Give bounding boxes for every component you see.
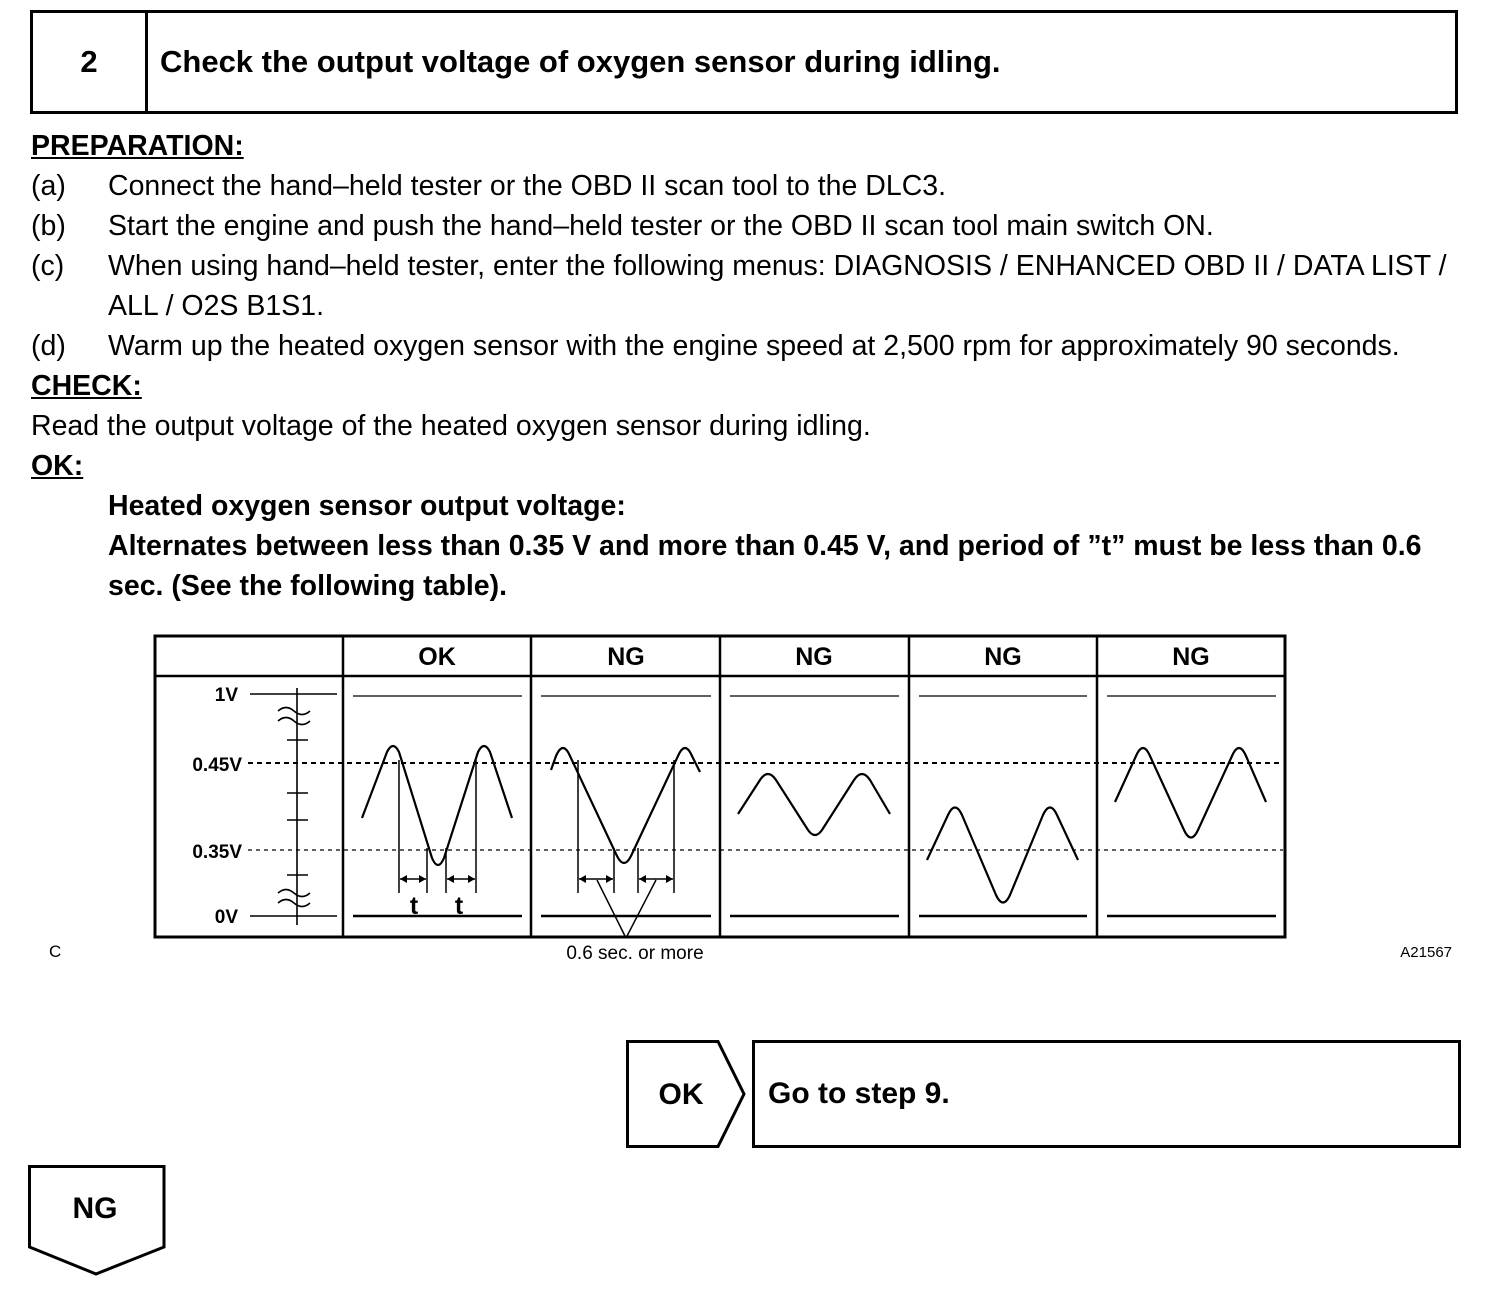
check-text: Read the output voltage of the heated oxygen sensor during idling. (31, 410, 871, 442)
threshold-lines (248, 763, 1283, 850)
item-text: Start the engine and push the hand–held tester or the OBD II scan tool main switch ON. (108, 210, 1214, 242)
step-number: 2 (33, 13, 148, 111)
y-label-0v: 0V (214, 907, 238, 928)
column-header-ok: OK (418, 643, 456, 671)
preparation-heading: PREPARATION: (31, 130, 244, 162)
period-markers-ng (578, 760, 674, 938)
waveform-ok (362, 746, 512, 865)
y-label-045v: 0.45V (192, 755, 242, 776)
period-markers-ok (399, 760, 476, 893)
ng-result-flag (28, 1165, 166, 1277)
step-title: Check the output voltage of oxygen sensor during idling. (160, 44, 1001, 79)
column-header-ng: NG (607, 643, 645, 671)
preparation-item (31, 246, 1465, 326)
waveform-table-frame (155, 636, 1285, 937)
ng-flag-label: NG (72, 1192, 118, 1225)
y-label-1v: 1V (214, 685, 238, 706)
item-text: Connect the hand–held tester or the OBD II scan tool to the DLC3. (108, 170, 947, 202)
waveform-ng-lean (927, 808, 1078, 903)
ok-result-box: Go to step 9. (752, 1040, 1461, 1148)
item-text: Warm up the heated oxygen sensor with the engine speed at 2,500 rpm for approximately 90 seconds. (108, 330, 1400, 362)
item-label: (c) (31, 250, 65, 282)
preparation-item (31, 326, 1465, 366)
waveform-ng-low-amplitude (738, 774, 890, 835)
reference-lines (353, 696, 1276, 916)
voltage-axis (250, 688, 337, 925)
period-label-t: t (454, 892, 464, 920)
ok-criteria-line2: Alternates between less than 0.35 V and more than 0.45 V, and period of ”t” must be less than 0.6 sec. (See the following table). (108, 530, 1422, 602)
item-label: (a) (31, 170, 66, 202)
item-label: (d) (31, 330, 66, 362)
check-heading: CHECK: (31, 370, 142, 402)
column-header-ng: NG (795, 643, 833, 671)
figure-id: A21567 (1400, 944, 1452, 961)
step-header (30, 10, 1458, 114)
ok-flag-label: OK (658, 1078, 704, 1111)
waveform-ng-rich (1115, 748, 1266, 838)
ok-result-flag (626, 1040, 746, 1148)
callout-label: 0.6 sec. or more (566, 943, 704, 964)
y-label-035v: 0.35V (192, 842, 242, 863)
procedure-content (31, 126, 1465, 606)
waveform-ng-slow (551, 748, 700, 863)
period-label-t: t (409, 892, 419, 920)
column-header-ng: NG (1172, 643, 1210, 671)
item-label: (b) (31, 210, 66, 242)
ok-heading: OK: (31, 450, 84, 482)
ok-criteria-line1: Heated oxygen sensor output voltage: (108, 490, 626, 522)
preparation-item (31, 206, 1465, 246)
preparation-item (31, 166, 1465, 206)
corner-mark: C (49, 942, 62, 961)
column-header-ng: NG (984, 643, 1022, 671)
item-text: When using hand–held tester, enter the following menus: DIAGNOSIS / ENHANCED OBD II / DATA LIST / ALL / O2S B1S1. (108, 250, 1447, 322)
